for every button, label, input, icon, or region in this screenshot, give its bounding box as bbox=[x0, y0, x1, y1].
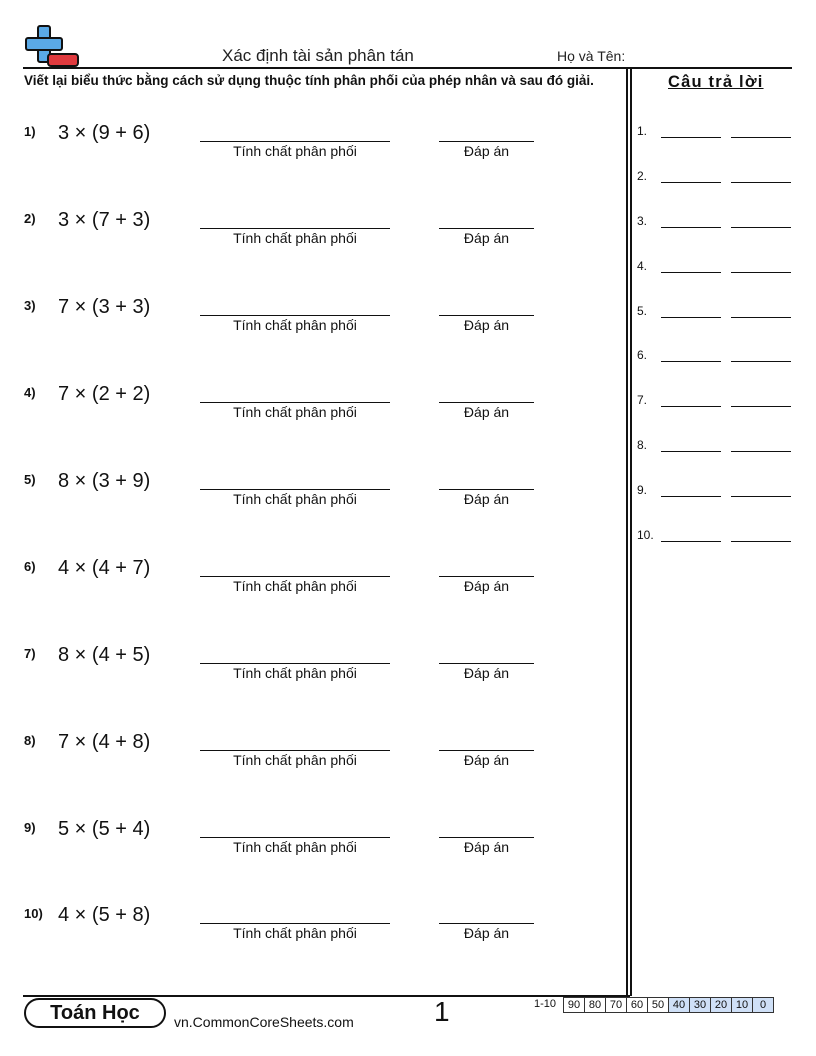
problem-item bbox=[20, 122, 540, 172]
distributive-label: Tính chất phân phối bbox=[233, 752, 357, 768]
answer-label: Đáp án bbox=[463, 143, 510, 159]
answer-label: Đáp án bbox=[463, 404, 510, 420]
answer-key-title: Câu trả lời bbox=[668, 73, 764, 91]
answer-key-blank[interactable] bbox=[731, 317, 791, 318]
answer-key-row bbox=[637, 259, 797, 279]
answer-key-number: 3. bbox=[637, 214, 648, 228]
answer-blank[interactable] bbox=[439, 228, 534, 229]
distributive-blank[interactable] bbox=[200, 489, 390, 490]
page-title: Xác định tài sản phân tán bbox=[222, 46, 414, 65]
score-cell: 60 bbox=[626, 997, 648, 1013]
distributive-label: Tính chất phân phối bbox=[233, 317, 357, 333]
problem-item bbox=[20, 818, 540, 868]
problem-item bbox=[20, 383, 540, 433]
problem-item bbox=[20, 296, 540, 346]
answer-key-blank[interactable] bbox=[661, 541, 721, 542]
problem-expression: 4 × (5 + 8) bbox=[58, 904, 151, 926]
answer-key-number: 8. bbox=[637, 438, 648, 452]
answer-label: Đáp án bbox=[463, 230, 510, 246]
problem-item bbox=[20, 904, 540, 954]
answer-key-blank[interactable] bbox=[731, 137, 791, 138]
answer-key-row bbox=[637, 169, 797, 189]
header-divider bbox=[23, 67, 792, 69]
score-cell: 40 bbox=[668, 997, 690, 1013]
problem-number: 3) bbox=[24, 298, 36, 313]
distributive-blank[interactable] bbox=[200, 663, 390, 664]
problem-number: 9) bbox=[24, 820, 36, 835]
distributive-label: Tính chất phân phối bbox=[233, 143, 357, 159]
instructions: Viết lại biểu thức bằng cách sử dụng thuộc tính phân phối của phép nhân và sau đó giải. bbox=[24, 73, 594, 88]
problem-number: 7) bbox=[24, 646, 36, 661]
answer-key-number: 5. bbox=[637, 304, 648, 318]
answer-blank[interactable] bbox=[439, 402, 534, 403]
answer-key-blank[interactable] bbox=[661, 272, 721, 273]
score-cell: 80 bbox=[584, 997, 606, 1013]
answer-key-row bbox=[637, 124, 797, 144]
answer-key-number: 2. bbox=[637, 169, 648, 183]
answer-key-number: 10. bbox=[637, 528, 654, 542]
answer-key-number: 4. bbox=[637, 259, 648, 273]
answer-key-number: 7. bbox=[637, 393, 648, 407]
answer-key-blank[interactable] bbox=[731, 361, 791, 362]
problem-item bbox=[20, 557, 540, 607]
answer-key-number: 1. bbox=[637, 124, 648, 138]
problem-number: 4) bbox=[24, 385, 36, 400]
score-cell: 0 bbox=[752, 997, 774, 1013]
answer-key-row bbox=[637, 528, 797, 548]
answer-blank[interactable] bbox=[439, 923, 534, 924]
distributive-blank[interactable] bbox=[200, 141, 390, 142]
distributive-blank[interactable] bbox=[200, 837, 390, 838]
distributive-blank[interactable] bbox=[200, 402, 390, 403]
answer-label: Đáp án bbox=[463, 317, 510, 333]
problem-number: 1) bbox=[24, 124, 36, 139]
problem-expression: 5 × (5 + 4) bbox=[58, 818, 151, 840]
problem-number: 6) bbox=[24, 559, 36, 574]
answer-label: Đáp án bbox=[463, 491, 510, 507]
score-cell: 10 bbox=[731, 997, 753, 1013]
score-cell: 20 bbox=[710, 997, 732, 1013]
answer-key-blank[interactable] bbox=[731, 496, 791, 497]
answer-key-blank[interactable] bbox=[731, 406, 791, 407]
problem-expression: 3 × (7 + 3) bbox=[58, 209, 151, 231]
problem-item bbox=[20, 470, 540, 520]
distributive-label: Tính chất phân phối bbox=[233, 578, 357, 594]
problem-item bbox=[20, 209, 540, 259]
answer-key-blank[interactable] bbox=[731, 182, 791, 183]
distributive-blank[interactable] bbox=[200, 923, 390, 924]
score-cell: 50 bbox=[647, 997, 669, 1013]
site-url[interactable]: vn.CommonCoreSheets.com bbox=[174, 1014, 354, 1030]
problem-item bbox=[20, 644, 540, 694]
answer-key-row bbox=[637, 214, 797, 234]
column-divider bbox=[630, 68, 632, 996]
distributive-label: Tính chất phân phối bbox=[233, 230, 357, 246]
problem-number: 5) bbox=[24, 472, 36, 487]
logo-icon bbox=[24, 24, 80, 68]
footer-divider bbox=[23, 995, 630, 997]
distributive-blank[interactable] bbox=[200, 750, 390, 751]
answer-key-row bbox=[637, 438, 797, 458]
answer-label: Đáp án bbox=[463, 925, 510, 941]
problem-expression: 7 × (3 + 3) bbox=[58, 296, 151, 318]
answer-label: Đáp án bbox=[463, 578, 510, 594]
answer-blank[interactable] bbox=[439, 315, 534, 316]
score-cell: 70 bbox=[605, 997, 627, 1013]
answer-key-blank[interactable] bbox=[731, 227, 791, 228]
distributive-label: Tính chất phân phối bbox=[233, 404, 357, 420]
answer-key-number: 6. bbox=[637, 348, 648, 362]
problem-expression: 3 × (9 + 6) bbox=[58, 122, 151, 144]
answer-key-blank[interactable] bbox=[661, 182, 721, 183]
score-table bbox=[564, 997, 774, 1013]
distributive-label: Tính chất phân phối bbox=[233, 491, 357, 507]
score-cell: 30 bbox=[689, 997, 711, 1013]
answer-blank[interactable] bbox=[439, 750, 534, 751]
distributive-blank[interactable] bbox=[200, 315, 390, 316]
answer-blank[interactable] bbox=[439, 141, 534, 142]
answer-key-blank[interactable] bbox=[661, 361, 721, 362]
problem-expression: 8 × (4 + 5) bbox=[58, 644, 151, 666]
score-cell: 90 bbox=[563, 997, 585, 1013]
problem-number: 8) bbox=[24, 733, 36, 748]
answer-label: Đáp án bbox=[463, 839, 510, 855]
problem-number: 10) bbox=[24, 906, 43, 921]
brand-badge: Toán Học bbox=[24, 998, 166, 1028]
problem-expression: 4 × (4 + 7) bbox=[58, 557, 151, 579]
answer-blank[interactable] bbox=[439, 489, 534, 490]
answer-blank[interactable] bbox=[439, 837, 534, 838]
answer-key-row bbox=[637, 304, 797, 324]
answer-key-blank[interactable] bbox=[661, 406, 721, 407]
answer-key-blank[interactable] bbox=[731, 272, 791, 273]
name-field-label: Họ và Tên: bbox=[557, 48, 626, 64]
distributive-blank[interactable] bbox=[200, 228, 390, 229]
column-divider bbox=[626, 68, 628, 996]
answer-key-blank[interactable] bbox=[661, 451, 721, 452]
answer-key-blank[interactable] bbox=[661, 137, 721, 138]
answer-key-row bbox=[637, 393, 797, 413]
distributive-blank[interactable] bbox=[200, 576, 390, 577]
page-number: 1 bbox=[434, 996, 450, 1027]
answer-label: Đáp án bbox=[463, 752, 510, 768]
problem-expression: 8 × (3 + 9) bbox=[58, 470, 151, 492]
problem-item bbox=[20, 731, 540, 781]
answer-key-row bbox=[637, 348, 797, 368]
distributive-label: Tính chất phân phối bbox=[233, 925, 357, 941]
answer-key-blank[interactable] bbox=[731, 451, 791, 452]
problem-number: 2) bbox=[24, 211, 36, 226]
answer-label: Đáp án bbox=[463, 665, 510, 681]
answer-key-blank[interactable] bbox=[661, 227, 721, 228]
answer-blank[interactable] bbox=[439, 663, 534, 664]
distributive-label: Tính chất phân phối bbox=[233, 839, 357, 855]
problem-expression: 7 × (4 + 8) bbox=[58, 731, 151, 753]
answer-blank[interactable] bbox=[439, 576, 534, 577]
answer-key-blank[interactable] bbox=[731, 541, 791, 542]
distributive-label: Tính chất phân phối bbox=[233, 665, 357, 681]
score-range-label: 1-10 bbox=[534, 998, 557, 1010]
answer-key-row bbox=[637, 483, 797, 503]
answer-key-number: 9. bbox=[637, 483, 648, 497]
answer-key-blank[interactable] bbox=[661, 317, 721, 318]
answer-key-blank[interactable] bbox=[661, 496, 721, 497]
problem-expression: 7 × (2 + 2) bbox=[58, 383, 151, 405]
